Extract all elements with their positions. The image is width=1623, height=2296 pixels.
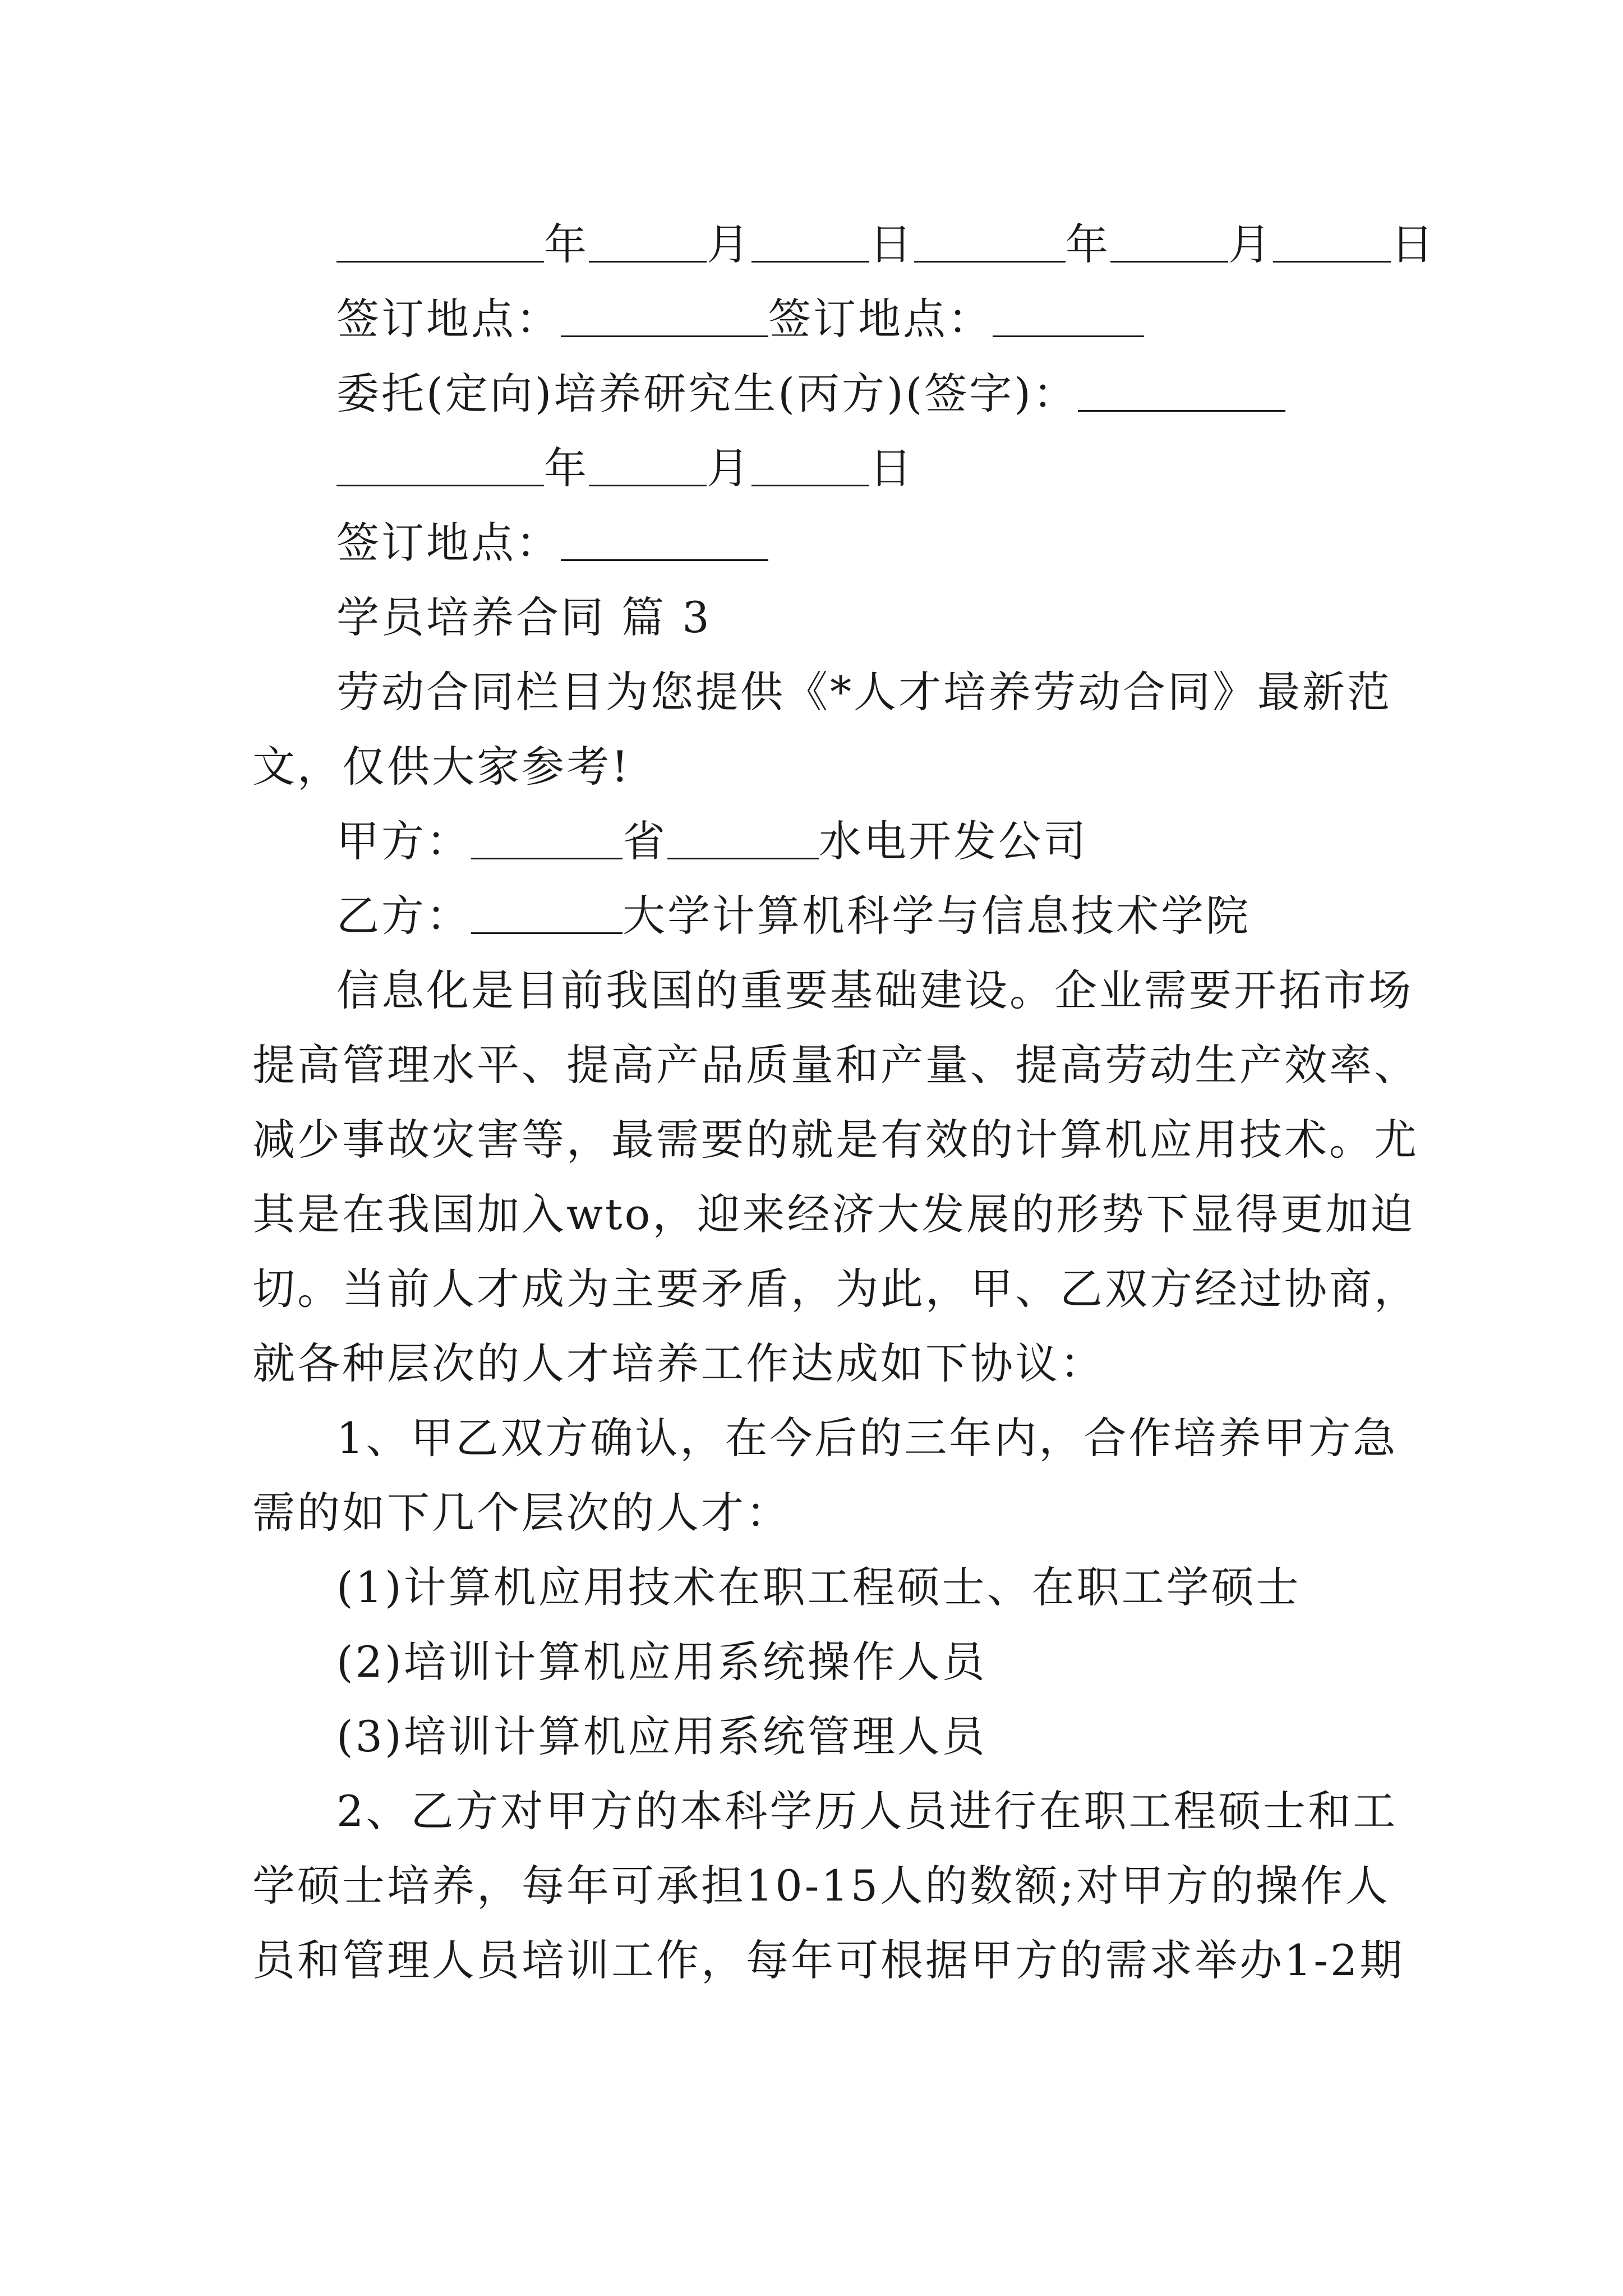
clause-item: (2)培训计算机应用系统操作人员 bbox=[336, 1637, 987, 1687]
student-signature-label: 委托(定向)培养研究生(丙方)(签字)： bbox=[336, 369, 1078, 418]
signing-place-label: 签订地点： bbox=[336, 294, 561, 344]
year-blank bbox=[336, 448, 544, 486]
paragraph-line: 就各种层次的人才培养工作达成如下协议： bbox=[252, 1338, 1105, 1388]
month-label: 月 bbox=[1228, 219, 1273, 269]
school-suffix: 大学计算机科学与信息技术学院 bbox=[623, 891, 1251, 941]
month-blank bbox=[589, 224, 707, 263]
student-signature-blank bbox=[1078, 373, 1285, 412]
signing-place-blank bbox=[561, 298, 768, 337]
intro-line: 文，仅供大家参考! bbox=[252, 742, 631, 792]
clause-line: 1、甲乙双方确认，在今后的三年内，合作培养甲方急 bbox=[336, 1413, 1398, 1463]
paragraph-line: 其是在我国加入wto，迎来经济大发展的形势下显得更加迫 bbox=[252, 1189, 1415, 1239]
year-label: 年 bbox=[1066, 219, 1110, 269]
year-label: 年 bbox=[544, 443, 589, 493]
clause-item: (1)计算机应用技术在职工程硕士、在职工学硕士 bbox=[336, 1562, 1301, 1612]
signing-place-blank bbox=[561, 522, 768, 561]
section-title: 学员培养合同 bbox=[336, 592, 606, 642]
school-blank bbox=[471, 895, 623, 934]
intro-line: 劳动合同栏目为您提供《*人才培养劳动合同》最新范 bbox=[336, 667, 1392, 717]
party-a-label: 甲方： bbox=[336, 816, 471, 866]
day-blank bbox=[751, 224, 869, 263]
clause-line: 2、乙方对甲方的本科学历人员进行在职工程硕士和工 bbox=[336, 1786, 1398, 1836]
province-suffix: 省 bbox=[623, 816, 667, 866]
year-blank bbox=[336, 224, 544, 263]
month-blank bbox=[1110, 224, 1228, 263]
day-label: 日 bbox=[869, 443, 914, 493]
clause-line: 需的如下几个层次的人才： bbox=[252, 1488, 791, 1538]
clause-line: 员和管理人员培训工作，每年可根据甲方的需求举办1-2期 bbox=[252, 1935, 1405, 1985]
month-label: 月 bbox=[707, 219, 751, 269]
signature-date-row-1 bbox=[336, 219, 1436, 269]
day-blank bbox=[751, 448, 869, 486]
paragraph-line: 信息化是目前我国的重要基础建设。企业需要开拓市场 bbox=[336, 965, 1413, 1015]
month-blank bbox=[589, 448, 707, 486]
day-label: 日 bbox=[1391, 219, 1436, 269]
day-blank bbox=[1273, 224, 1391, 263]
party-b-label: 乙方： bbox=[336, 891, 471, 941]
paragraph-line: 切。当前人才成为主要矛盾，为此，甲、乙双方经过协商， bbox=[252, 1264, 1419, 1314]
day-label: 日 bbox=[869, 219, 914, 269]
clause-line: 学硕士培养，每年可承担10-15人的数额;对甲方的操作人 bbox=[252, 1861, 1390, 1911]
paragraph-line: 减少事故灾害等，最需要的就是有效的计算机应用技术。尤 bbox=[252, 1115, 1419, 1165]
year-label: 年 bbox=[544, 219, 589, 269]
signing-place-row-1 bbox=[336, 294, 1380, 344]
company-suffix: 水电开发公司 bbox=[819, 816, 1088, 866]
month-label: 月 bbox=[707, 443, 751, 493]
year-blank bbox=[914, 224, 1066, 263]
signing-place-blank bbox=[993, 298, 1144, 337]
student-signature-row bbox=[336, 369, 1380, 418]
section-heading bbox=[336, 592, 1380, 642]
signing-place-label: 签订地点： bbox=[336, 518, 561, 568]
province-blank bbox=[471, 821, 623, 859]
company-blank bbox=[667, 821, 819, 859]
signing-place-row-2 bbox=[336, 518, 1380, 568]
party-b-line bbox=[336, 891, 1380, 941]
party-a-line bbox=[336, 816, 1380, 866]
signing-place-label: 签订地点： bbox=[768, 294, 993, 344]
clause-item: (3)培训计算机应用系统管理人员 bbox=[336, 1711, 987, 1761]
paragraph-line: 提高管理水平、提高产品质量和产量、提高劳动生产效率、 bbox=[252, 1040, 1419, 1090]
section-number: 篇 3 bbox=[621, 592, 712, 642]
signature-date-row-2 bbox=[336, 443, 1380, 493]
